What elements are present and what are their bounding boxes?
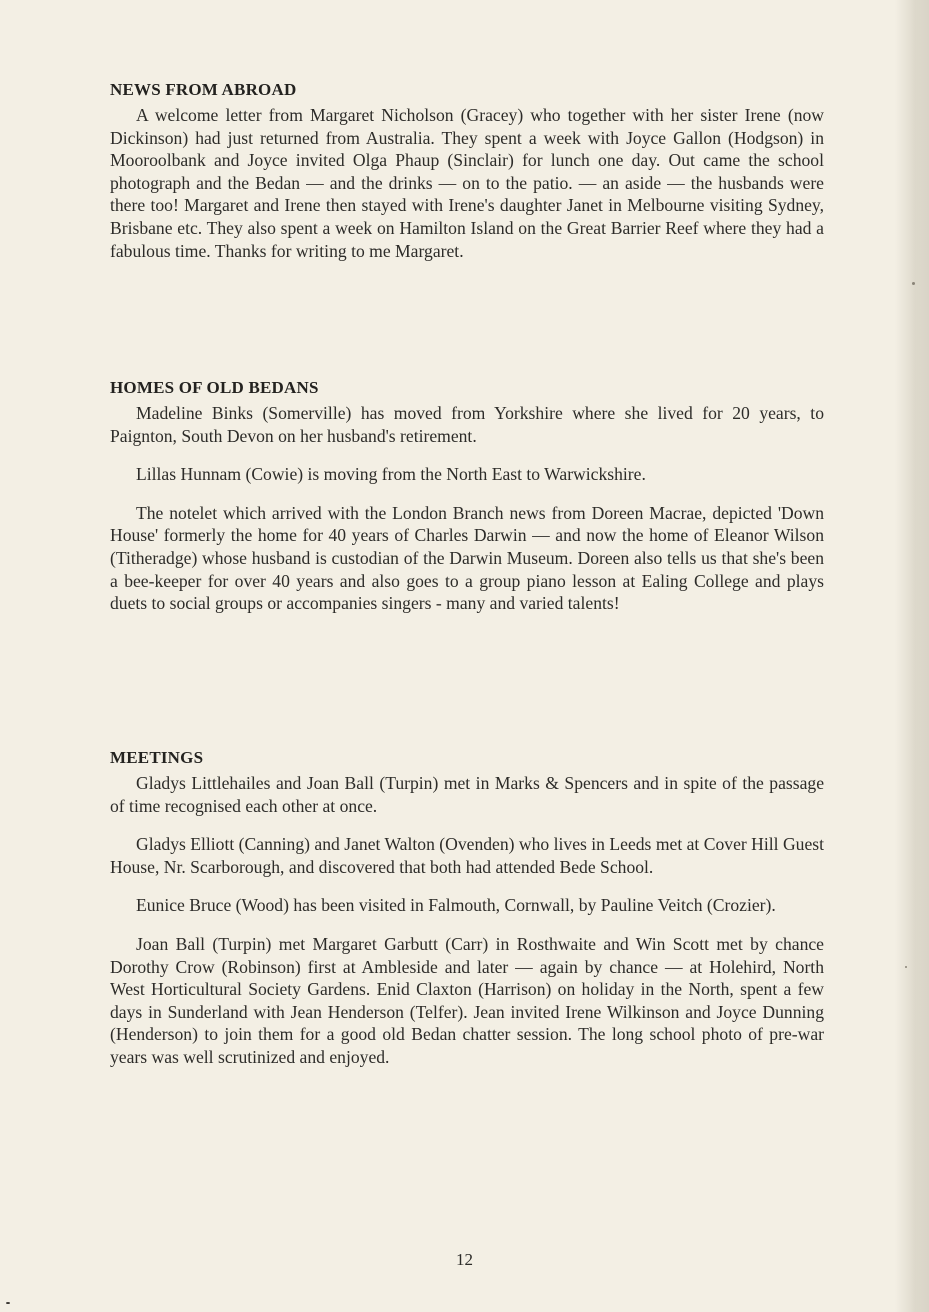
paragraph: Eunice Bruce (Wood) has been visited in Falmouth, Cornwall, by Pauline Veitch (Crozier). [136, 895, 776, 916]
page-edge-shadow [911, 0, 929, 1312]
section-homes-of-old-bedans [110, 378, 824, 615]
section-heading: MEETINGS [110, 748, 204, 767]
paragraph: The notelet which arrived with the London Branch news from Doreen Macrae, depicted 'Down House' formerly the home for 40 years of Charles Darwin — and now the home of Eleanor Wilson (Titheradge) whose husband is custodian of the Darwin Museum. Doreen also tells us that she's been a bee-keeper for over 40 years and also goes to a group piano lesson at Ealing College and plays duets to social groups or accompanies singers - many and varied talents! [110, 502, 824, 614]
section-news-from-abroad [110, 80, 824, 262]
paragraph: Madeline Binks (Somerville) has moved from Yorkshire where she lived for 20 years, to Paignton, South Devon on her husband's retirement. [110, 403, 824, 446]
section-heading: HOMES OF OLD BEDANS [110, 378, 319, 397]
paper-speck [912, 282, 915, 285]
paragraph: Lillas Hunnam (Cowie) is moving from the North East to Warwickshire. [136, 464, 646, 485]
page-number: 12 [456, 1250, 473, 1269]
section-meetings [110, 748, 824, 1069]
section-heading: NEWS FROM ABROAD [110, 80, 297, 99]
paper-speck [6, 1302, 10, 1304]
paragraph: Joan Ball (Turpin) met Margaret Garbutt (Carr) in Rosthwaite and Win Scott met by chance Dorothy Crow (Robinson) first at Ambleside and later — again by chance — at Holehird, North West Horticultural Society Gardens. Enid Claxton (Harrison) on holiday in the North, spent a few days in Sunderland with Jean Henderson (Telfer). Jean invited Irene Wilkinson and Joyce Dunning (Henderson) to join them for a good old Bedan chatter session. The long school photo of pre-war years was well scrutinized and enjoyed. [110, 933, 824, 1067]
paragraph: A welcome letter from Margaret Nicholson (Gracey) who together with her sister Irene (now Dickinson) had just returned from Australia. They spent a week with Joyce Gallon (Hodgson) in Mooroolbank and Joyce invited Olga Phaup (Sinclair) for lunch one day. Out came the school photograph and the Bedan — and the drinks — on to the patio. — an aside — the husbands were there too! Margaret and Irene then stayed with Irene's daughter Janet in Melbourne visiting Sydney, Brisbane etc. They also spent a week on Hamilton Island on the Great Barrier Reef where they had a fabulous time. Thanks for writing to me Margaret. [110, 105, 824, 261]
paragraph: Gladys Elliott (Canning) and Janet Walton (Ovenden) who lives in Leeds met at Cover Hill Guest House, Nr. Scarborough, and discovered that both had attended Bede School. [110, 834, 824, 877]
paragraph: Gladys Littlehailes and Joan Ball (Turpin) met in Marks & Spencers and in spite of the passage of time recognised each other at once. [110, 773, 824, 816]
paper-speck [905, 966, 907, 968]
